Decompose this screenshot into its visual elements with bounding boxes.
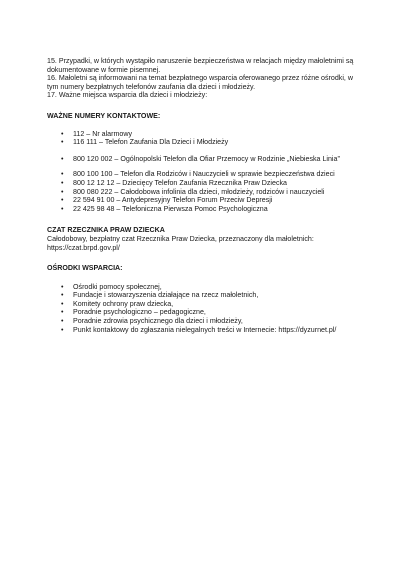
chat-description: Całodobowy, bezpłatny czat Rzecznika Praw Dziecka, przeznaczony dla małoletnich:: [47, 234, 314, 243]
contact-item: • 800 120 002 – Ogólnopolski Telefon dla Ofiar Przemocy w Rodzinie „Niebieska Linia”: [61, 155, 360, 164]
centers-list: [47, 283, 360, 335]
center-item: • Ośrodki pomocy społecznej,: [61, 283, 360, 292]
paragraph-15: 15. Przypadki, w których wystąpiło naruszenie bezpieczeństwa w relacjach między małoletnimi są dokumentowane w formie pisemnej.: [47, 57, 354, 74]
chat-heading: CZAT RZECZNIKA PRAW DZIECKA: [47, 226, 165, 235]
contact-item: • 800 12 12 12 – Dziecięcy Telefon Zaufania Rzecznika Praw Dziecka: [61, 179, 360, 188]
contact-item: • 800 100 100 – Telefon dla Rodziców i Nauczycieli w sprawie bezpieczeństwa dzieci: [61, 170, 360, 179]
paragraph-16: 16. Małoletni są informowani na temat bezpłatnego wsparcia oferowanego przez różne ośrodki, w tym numery bezpłatnych telefonów zaufania dla dzieci i młodzieży.: [47, 74, 353, 91]
center-item: • Punkt kontaktowy do zgłaszania nielegalnych treści w Internecie: https://dyzurnet.pl/: [61, 326, 360, 335]
center-item: • Poradnie psychologiczno – pedagogiczne,: [61, 308, 360, 317]
chat-url: https://czat.brpd.gov.pl/: [47, 243, 120, 252]
contact-item: • 112 – Nr alarmowy: [61, 130, 360, 139]
center-item: • Fundacje i stowarzyszenia działające na rzecz małoletnich,: [61, 291, 360, 300]
centers-heading: OŚRODKI WSPARCIA:: [47, 264, 123, 273]
contacts-list-group-2: [47, 155, 360, 164]
contact-item: • 22 425 98 48 – Telefoniczna Pierwsza Pomoc Psychologiczna: [61, 205, 360, 214]
contacts-list-group-1: [47, 130, 360, 147]
center-item: • Komitety ochrony praw dziecka,: [61, 300, 360, 309]
contact-item: • 22 594 91 00 – Antydepresyjny Telefon Forum Przeciw Depresji: [61, 196, 360, 205]
contacts-list-group-3: [47, 170, 360, 213]
paragraph-17: 17. Ważne miejsca wsparcia dla dzieci i młodzieży:: [47, 91, 208, 100]
intro-paragraphs: [47, 57, 360, 100]
contact-item: • 116 111 – Telefon Zaufania Dla Dzieci i Młodzieży: [61, 138, 360, 147]
center-item: • Poradnie zdrowia psychicznego dla dzieci i młodzieży,: [61, 317, 360, 326]
contact-item: • 800 080 222 – Całodobowa infolinia dla dzieci, młodzieży, rodziców i nauczycieli: [61, 188, 360, 197]
contacts-heading: WAŻNE NUMERY KONTAKTOWE:: [47, 111, 161, 120]
